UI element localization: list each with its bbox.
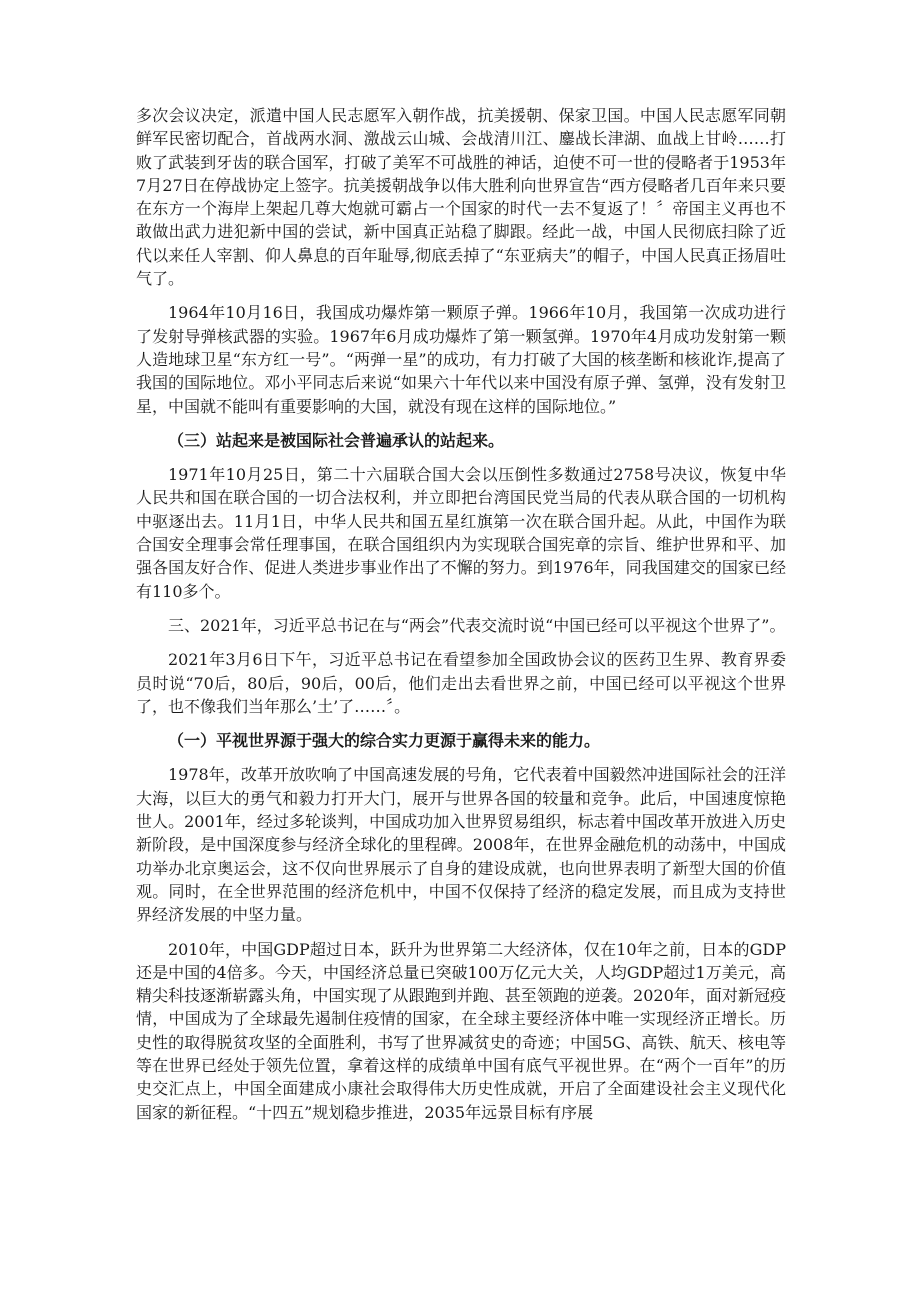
paragraph-korean-war: 多次会议决定，派遣中国人民志愿军入朝作战，抗美援朝、保家卫国。中国人民志愿军同朝鲜军民密切配合，首战两水洞、激战云山城、会战清川江、鏖战长津湖、血战上甘岭……打败了武装到牙齿的联合国军，打破了美军不可战胜的神话，迫使不可一世的侵略者于1953年7月27日在停战协定上签字。抗美援朝战争以伟大胜利向世界宣告“西方侵略者几百年来只要在东方一个海岸上架起几尊大炮就可霸占一个国家的时代一去不复返了！〞帝国主义再也不敢做出武力进犯新中国的尝试，新中国真正站稳了脚跟。经此一战，中国人民彻底扫除了近代以来任人宰割、仰人鼻息的百年耻辱,彻底丢掉了“东亚病夫”的帽子，中国人民真正扬眉吐气了。 — [136, 106, 786, 289]
paragraph-section-three-title: 三、2021年，习近平总书记在与“两会”代表交流时说“中国已经可以平视这个世界了”。 — [168, 615, 786, 635]
section-heading-comprehensive-strength: （一）平视世界源于强大的综合实力更源于赢得未来的能力。 — [168, 731, 601, 751]
paragraph-reform-opening: 1978年，改革开放吹响了中国高速发展的号角，它代表着中国毅然冲进国际社会的汪洋大海，以巨大的勇气和毅力打开大门，展开与世界各国的较量和竞争。此后，中国速度惊艳世人。2001年，经过多轮谈判，中国成功加入世界贸易组织，标志着中国改革开放进入历史新阶段，是中国深度参与经济全球化的里程碑。2008年，在世界金融危机的动荡中，中国成功举办北京奥运会，这不仅向世界展示了自身的建设成就，也向世界表明了新型大国的价值观。同时，在全世界范围的经济危机中，中国不仅保持了经济的稳定发展，而且成为支持世界经济发展的中坚力量。 — [136, 765, 786, 925]
paragraph-un-seat: 1971年10月25日，第二十六届联合国大会以压倒性多数通过2758号决议，恢复中华人民共和国在联合国的一切合法权利，并立即把台湾国民党当局的代表从联合国的一切机构中驱逐出去。11月1日，中华人民共和国五星红旗第一次在联合国升起。从此，中国作为联合国安全理事会常任理事国，在联合国组织内为实现联合国宪章的宗旨、维护世界和平、加强各国友好合作、促进人类进步事业作出了不懈的努力。到1976年，同我国建交的国家已经有110多个。 — [136, 465, 786, 601]
section-heading-international-recognition: （三）站起来是被国际社会普遍承认的站起来。 — [168, 430, 505, 450]
paragraph-two-bombs-one-satellite: 1964年10月16日，我国成功爆炸第一颗原子弹。1966年10月，我国第一次成功进行了发射导弹核武器的实验。1967年6月成功爆炸了第一颗氢弹。1970年4月成功发射第一颗人造地球卫星“东方红一号”。“两弹一星”的成功，有力打破了大国的核垄断和核讹诈,提高了我国的国际地位。邓小平同志后来说“如果六十年代以来中国没有原子弹、氢弹，没有发射卫星，中国就不能叫有重要影响的大国，就没有现在这样的国际地位。” — [136, 303, 786, 416]
paragraph-xi-quote: 2021年3月6日下午，习近平总书记在看望参加全国政协会议的医药卫生界、教育界委员时说“70后，80后，90后，00后，他们走出去看世界之前，中国已经可以平视这个世界了，也不像我们当年那么’土’了……〞。 — [136, 650, 786, 716]
document-page — [136, 104, 786, 1135]
paragraph-economy-2010: 2010年，中国GDP超过日本，跃升为世界第二大经济体，仅在10年之前，日本的GDP还是中国的4倍多。今天，中国经济总量已突破100万亿元大关，人均GDP超过1万美元，高精尖科技逐渐崭露头角，中国实现了从跟跑到并跑、甚至领跑的逆袭。2020年，面对新冠疫情，中国成为了全球最先遏制住疫情的国家，在全球主要经济体中唯一实现经济正增长。历史性的取得脱贫攻坚的全面胜利，书写了世界减贫史的奇迹；中国5G、高铁、航天、核电等等在世界已经处于领先位置，拿着这样的成绩单中国有底气平视世界。在“两个一百年”的历史交汇点上，中国全面建成小康社会取得伟大历史性成就，开启了全面建设社会主义现代化国家的新征程。“十四五”规划稳步推进，2035年远景目标有序展 — [136, 939, 786, 1122]
